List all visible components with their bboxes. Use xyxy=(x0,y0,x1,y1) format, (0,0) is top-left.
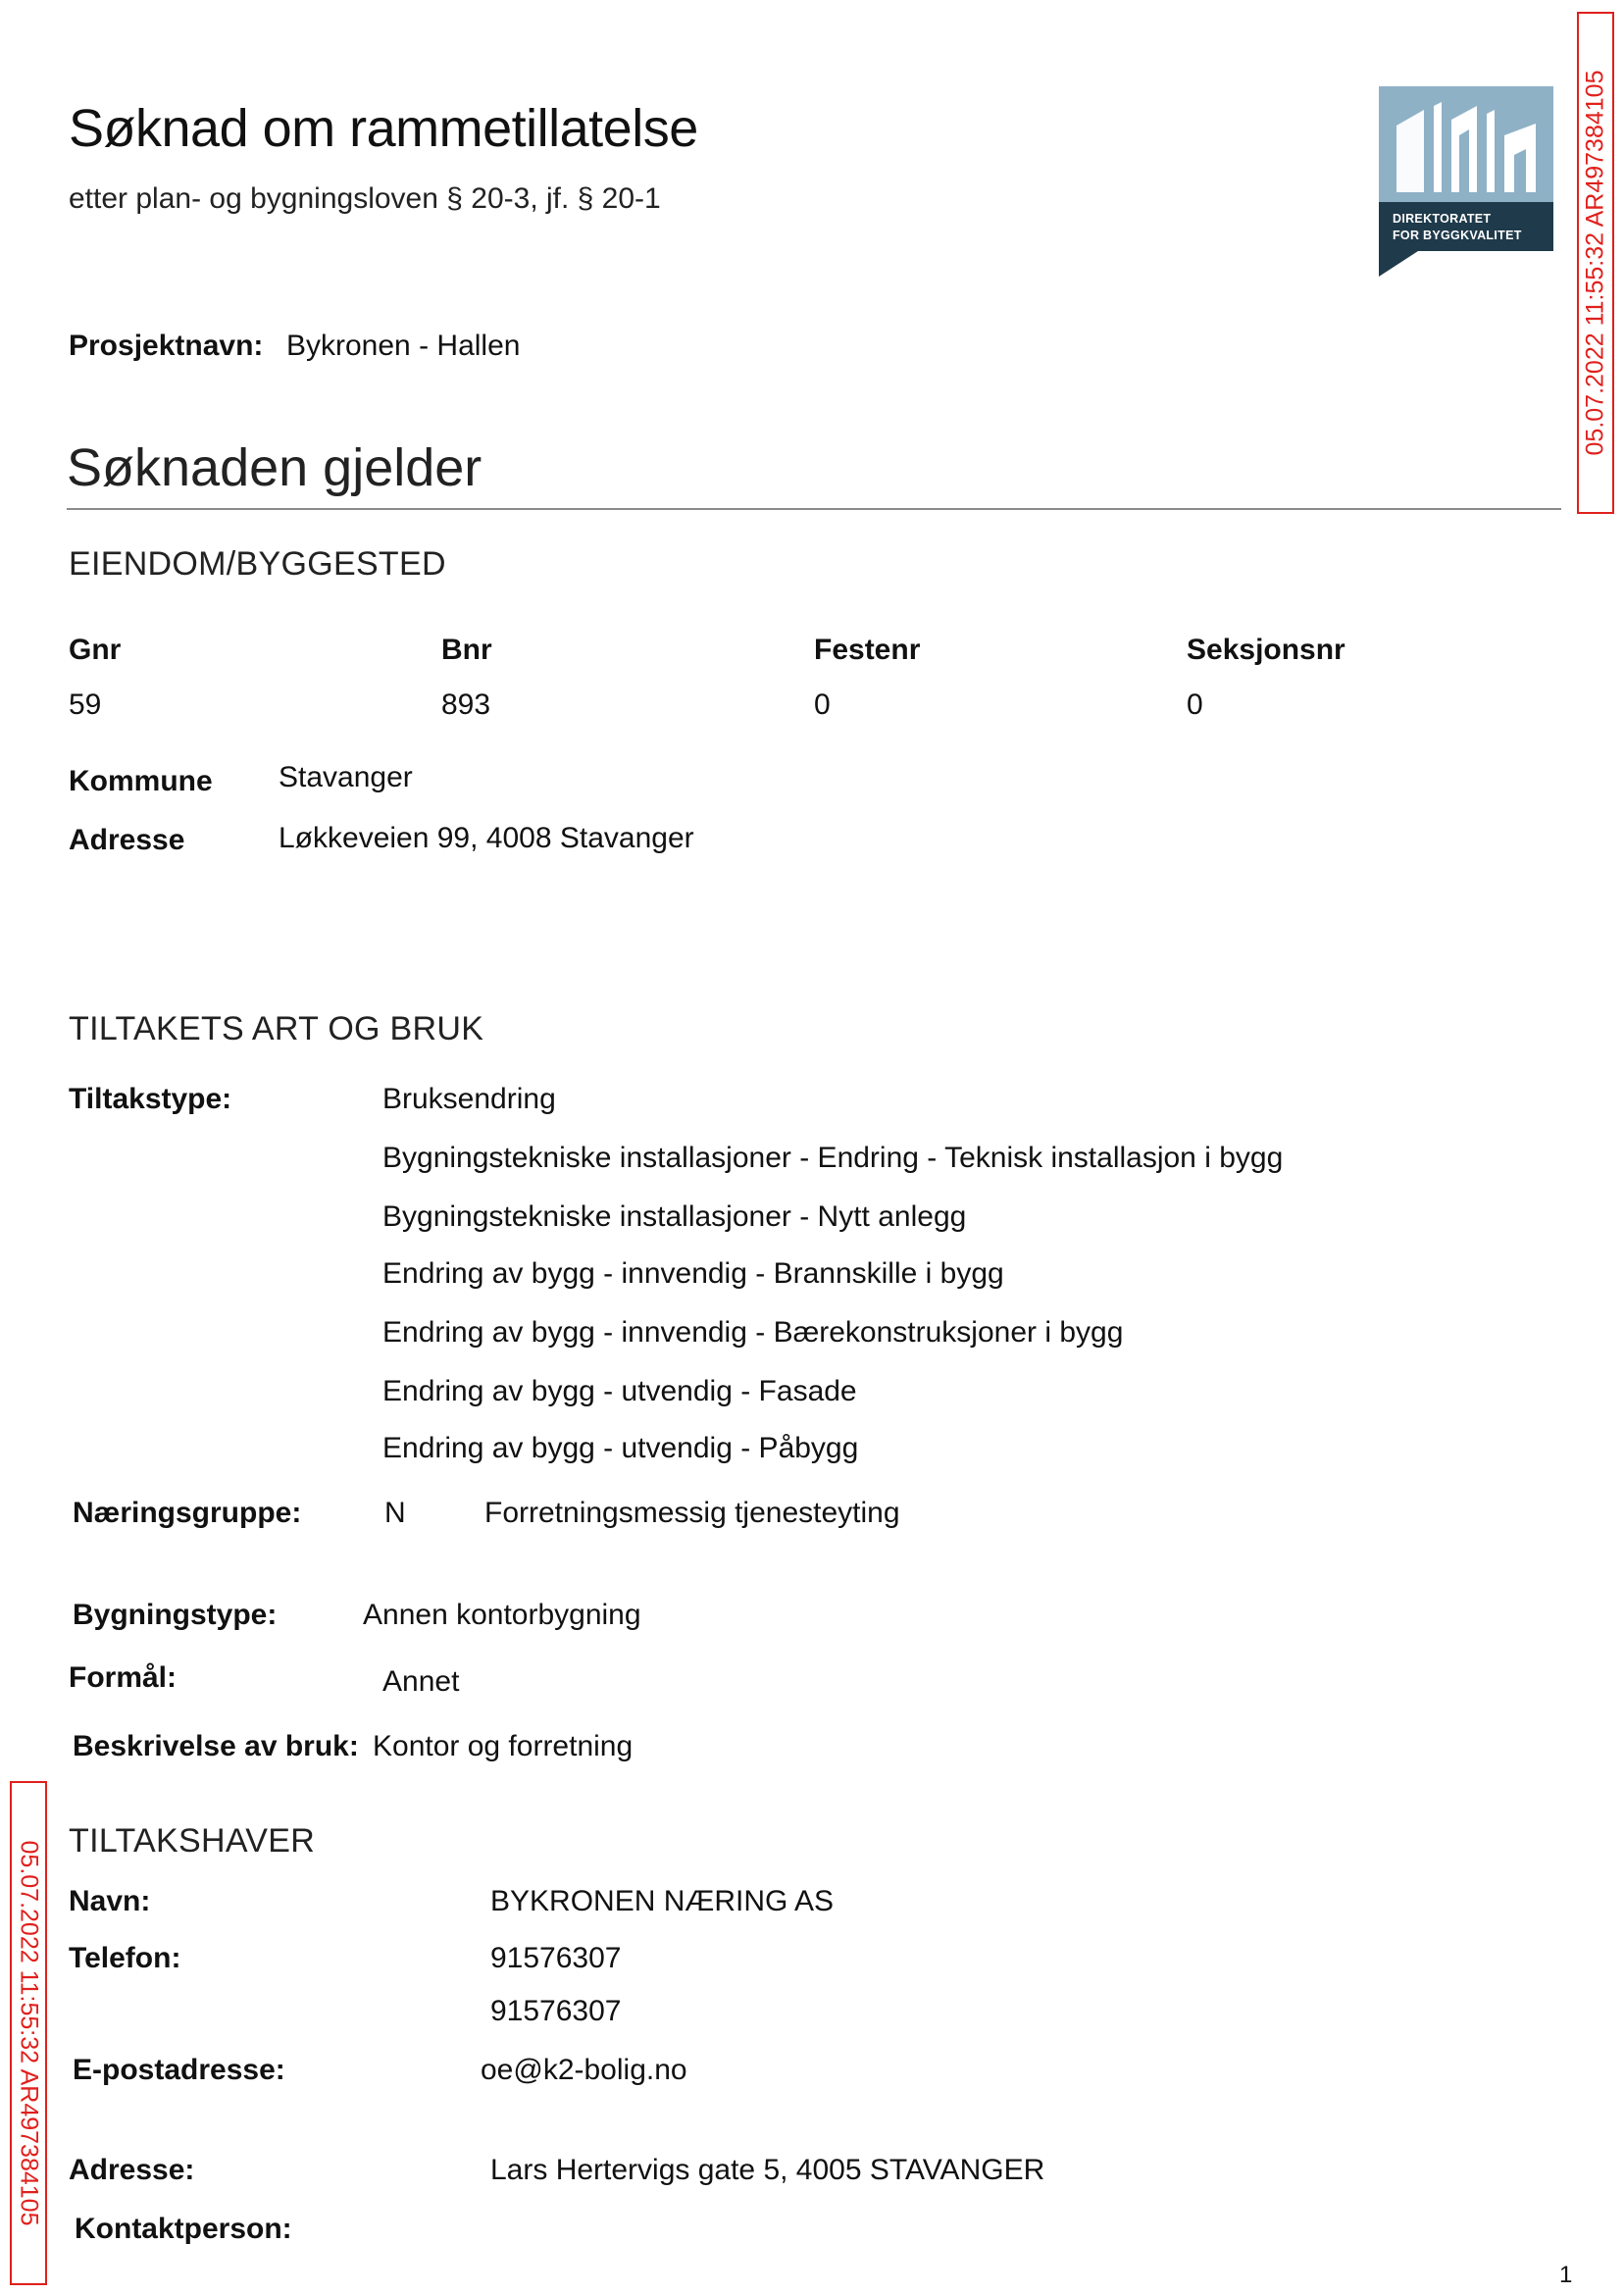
naeringsgruppe-label: Næringsgruppe: xyxy=(73,1497,302,1529)
receipt-stamp-text: 05.07.2022 11:55:32 AR497384105 xyxy=(15,1840,43,2226)
beskrivelse-label: Beskrivelse av bruk: xyxy=(73,1730,359,1762)
bygningstype-label: Bygningstype: xyxy=(73,1599,278,1631)
receipt-stamp-text: 05.07.2022 11:55:32 AR497384105 xyxy=(1581,70,1609,456)
tiltakstype-label: Tiltakstype: xyxy=(69,1083,232,1115)
epost-value: oe@k2-bolig.no xyxy=(481,2054,687,2086)
section-heading: Søknaden gjelder xyxy=(67,438,482,497)
seksjonsnr-label: Seksjonsnr xyxy=(1187,634,1345,666)
kommune-label: Kommune xyxy=(69,765,213,797)
telefon-value: 91576307 xyxy=(490,1995,622,2027)
logo-tab xyxy=(1379,251,1418,277)
tiltakstype-item: Bygningstekniske installasjoner - Nytt anlegg xyxy=(382,1200,967,1233)
naeringsgruppe-text: Forretningsmessig tjenesteyting xyxy=(484,1497,900,1529)
navn-label: Navn: xyxy=(69,1885,151,1917)
kommune-value: Stavanger xyxy=(279,761,413,793)
tiltakstype-item: Endring av bygg - utvendig - Påbygg xyxy=(382,1432,859,1464)
festenr-value: 0 xyxy=(814,688,831,721)
tiltakshaver-adresse-value: Lars Hertervigs gate 5, 4005 STAVANGER xyxy=(490,2154,1045,2186)
formal-value: Annet xyxy=(382,1665,460,1698)
formal-label: Formål: xyxy=(69,1661,178,1694)
receipt-stamp-right xyxy=(1577,12,1614,514)
receipt-stamp-left xyxy=(10,1781,47,2285)
beskrivelse-value: Kontor og forretning xyxy=(373,1730,634,1762)
gnr-value: 59 xyxy=(69,688,102,721)
naeringsgruppe-code: N xyxy=(384,1497,406,1529)
page-number: 1 xyxy=(1559,2262,1573,2288)
document-subtitle: etter plan- og bygningsloven § 20-3, jf. § 20-1 xyxy=(69,182,661,215)
tiltakshaver-heading: TILTAKSHAVER xyxy=(69,1822,316,1860)
project-name-value: Bykronen - Hallen xyxy=(286,330,521,362)
seksjonsnr-value: 0 xyxy=(1187,688,1203,721)
adresse-label: Adresse xyxy=(69,824,185,856)
section-divider xyxy=(67,508,1561,510)
telefon-label: Telefon: xyxy=(69,1942,181,1974)
bnr-value: 893 xyxy=(441,688,491,721)
tiltakstype-item: Bruksendring xyxy=(382,1083,556,1115)
tiltakstype-item: Endring av bygg - utvendig - Fasade xyxy=(382,1375,857,1407)
logo-buildings-graphic xyxy=(1379,86,1553,202)
logo-text-line2: FOR BYGGKVALITET xyxy=(1393,229,1522,242)
telefon-value: 91576307 xyxy=(490,1942,622,1974)
tiltakstype-item: Endring av bygg - innvendig - Brannskille i bygg xyxy=(382,1257,1004,1290)
property-heading: EIENDOM/BYGGESTED xyxy=(69,545,446,583)
tiltak-heading: TILTAKETS ART OG BRUK xyxy=(69,1010,484,1047)
document-title: Søknad om rammetillatelse xyxy=(69,99,698,158)
adresse-value: Løkkeveien 99, 4008 Stavanger xyxy=(279,822,694,854)
kontaktperson-label: Kontaktperson: xyxy=(75,2213,292,2245)
tiltakstype-item: Bygningstekniske installasjoner - Endring - Teknisk installasjon i bygg xyxy=(382,1142,1284,1174)
dibk-logo xyxy=(1379,86,1553,277)
tiltakshaver-adresse-label: Adresse: xyxy=(69,2154,195,2186)
festenr-label: Festenr xyxy=(814,634,921,666)
navn-value: BYKRONEN NÆRING AS xyxy=(490,1885,835,1917)
logo-text-line1: DIREKTORATET xyxy=(1393,212,1492,226)
epost-label: E-postadresse: xyxy=(73,2054,285,2086)
bygningstype-value: Annen kontorbygning xyxy=(363,1599,641,1631)
bnr-label: Bnr xyxy=(441,634,492,666)
gnr-label: Gnr xyxy=(69,634,122,666)
tiltakstype-item: Endring av bygg - innvendig - Bærekonstruksjoner i bygg xyxy=(382,1316,1124,1349)
logo-text-band xyxy=(1379,202,1553,251)
project-name-label: Prosjektnavn: xyxy=(69,330,264,362)
